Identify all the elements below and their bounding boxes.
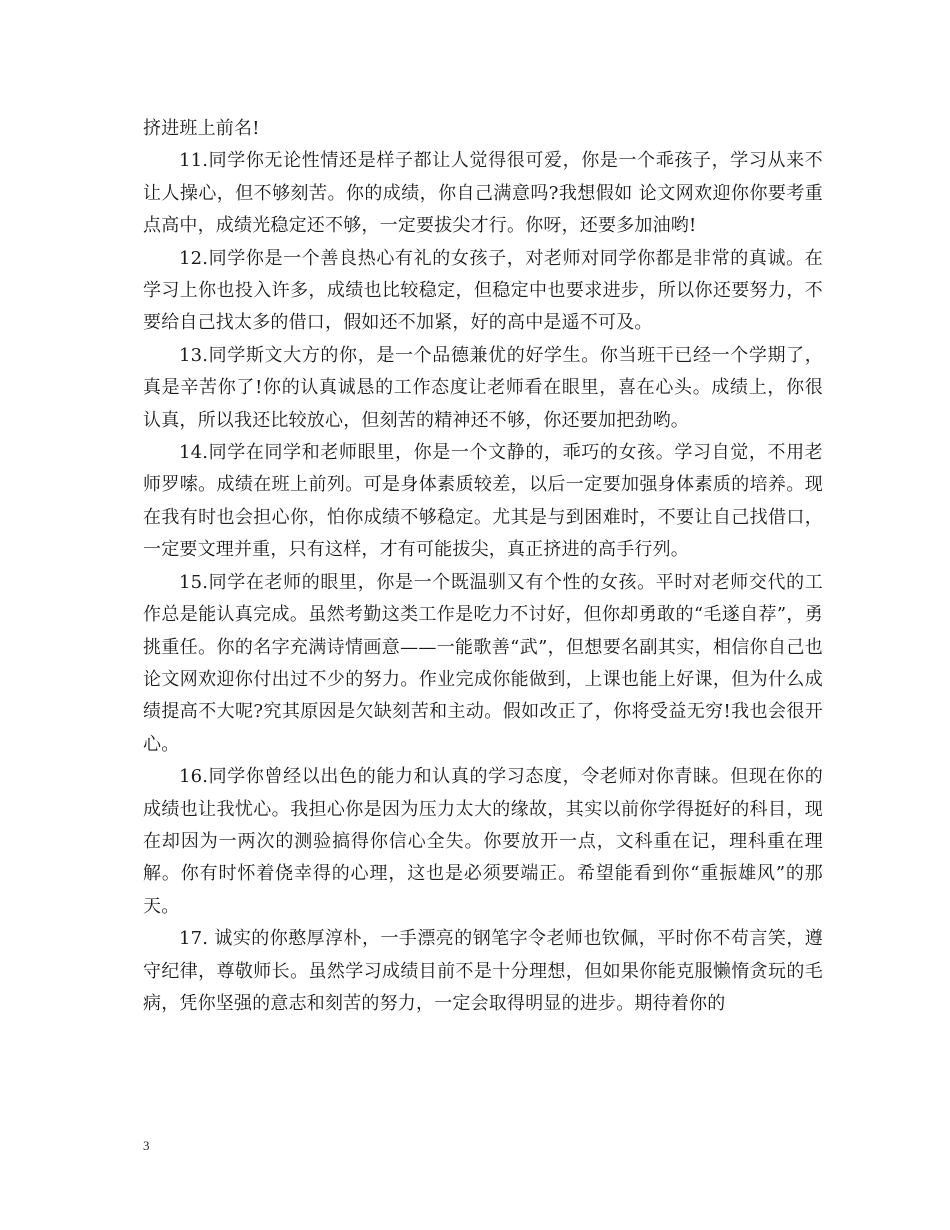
paragraph-comment-16: 16.同学你曾经以出色的能力和认真的学习态度，令老师对你青睐。但现在你的成绩也让我忧心。我担心你是因为压力太大的缘故，其实以前你学得挺好的科目，现在却因为一两次的测验搞得你信心全失。你要放开一点，文科重在记，理科重在理解。你有时怀着侥幸得的心理，这也是必须要端正。希望能看到你“重振雄风”的那天。	[143, 766, 823, 917]
paragraph-comment-14: 14.同学在同学和老师眼里，你是一个文静的，乖巧的女孩。学习自觉，不用老师罗嗦。成绩在班上前列。可是身体素质较差，以后一定要加强身体素质的培养。现在我有时也会担心你，怕你成绩不够稳定。尤其是与到困难时，不要让自己找借口，一定要文理并重，只有这样，才有可能拔尖，真正挤进的高手行列。	[143, 442, 823, 561]
page-number: 3	[143, 1138, 150, 1153]
paragraph-continuation: 挤进班上前名!	[143, 118, 260, 139]
paragraph-comment-12: 12.同学你是一个善良热心有礼的女孩子，对老师对同学你都是非常的真诚。在学习上你也投入许多，成绩也比较稳定，但稳定中也要求进步，所以你还要努力，不要给自己找太多的借口，假如还不加紧，好的高中是遥不可及。	[143, 247, 823, 334]
paragraph-comment-13: 13.同学斯文大方的你，是一个品德兼优的好学生。你当班干已经一个学期了，真是辛苦你了!你的认真诚恳的工作态度让老师看在眼里，喜在心头。成绩上，你很认真，所以我还比较放心，但刻苦的精神还不够，你还要加把劲哟。	[143, 344, 823, 431]
document-body	[143, 113, 823, 1020]
paragraph-comment-15: 15.同学在老师的眼里，你是一个既温驯又有个性的女孩。平时对老师交代的工作总是能认真完成。虽然考勤这类工作是吃力不讨好，但你却勇敢的“毛遂自荐”，勇挑重任。你的名字充满诗情画意——一能歌善“武”，但想要名副其实，相信你自己也 论文网欢迎你付出过不少的努力。作业完成你能做到，上课也能上好课，但为什么成绩提高不大呢?究其原因是欠缺刻苦和主动。假如改正了，你将受益无穷!我也会很开心。	[143, 571, 823, 755]
paragraph-comment-17: 17. 诚实的你憨厚淳朴，一手漂亮的钢笔字令老师也钦佩，平时你不苟言笑，遵守纪律，尊敬师长。虽然学习成绩目前不是十分理想，但如果你能克服懒惰贪玩的毛病，凭你坚强的意志和刻苦的努力，一定会取得明显的进步。期待着你的	[143, 928, 823, 1014]
paragraph-comment-11: 11.同学你无论性情还是样子都让人觉得很可爱，你是一个乖孩子，学习从来不让人操心，但不够刻苦。你的成绩，你自己满意吗?我想假如 论文网欢迎你你要考重点高中，成绩光稳定还不够，一定要拔尖才行。你呀，还要多加油哟!	[143, 150, 823, 237]
